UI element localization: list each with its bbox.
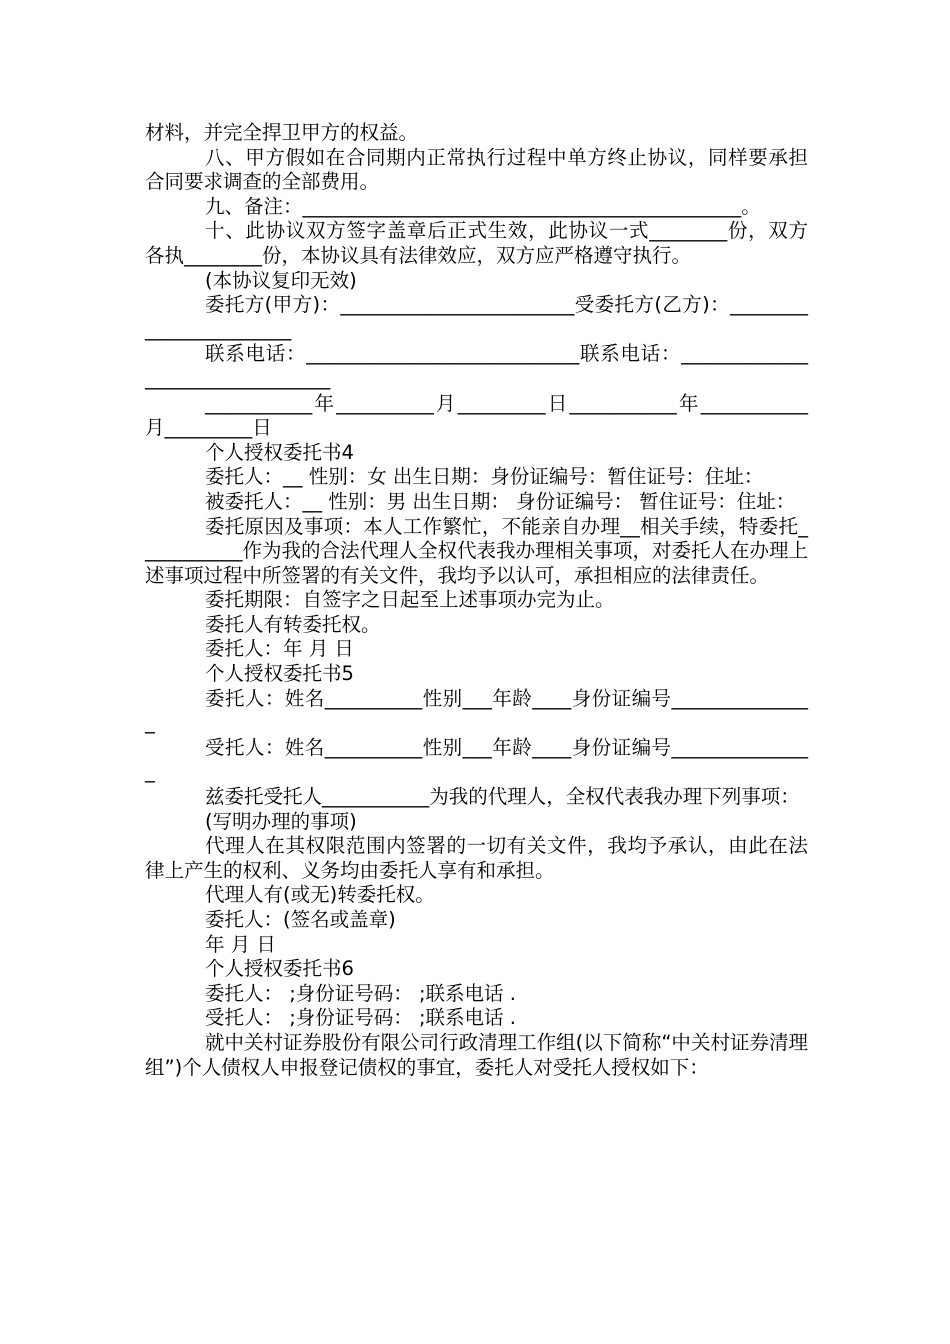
clause-nine-remarks: 九、备注：_____________________________________________。 [205, 194, 761, 218]
date-line: ___________年__________月_________日___________年___________月_________日 [145, 391, 808, 440]
agent-fields: 受托人：姓名__________性别___年龄____身份证编号_______________ [145, 735, 808, 784]
principal-info: 委托人：__ 性别：女 出生日期：身份证编号：暂住证号：住址： [205, 465, 764, 489]
clause-ten: 十、此协议双方签字盖章后正式生效，此协议一式________份，双方各执________份，本协议具有法律效应，双方应严格遵守执行。 [145, 219, 808, 267]
sub-delegation-right: 委托人有转委托权。 [205, 612, 381, 636]
contact-phone-line: 联系电话：____________________________联系电话：________________________________ [145, 342, 808, 390]
agent-authority-statement: 代理人在其权限范围内签署的一切有关文件，我均予承认，由此在法律上产生的权利、义务均由委托人享有和承担。 [145, 834, 808, 882]
section-title-6: 个人授权委托书6 [205, 957, 354, 981]
principal-date-line: 委托人：年 月 日 [205, 637, 354, 661]
document-body [145, 121, 808, 1080]
creditor-registration-statement: 就中关村证券股份有限公司行政清理工作组(以下简称“中关村证券清理组”)个人债权人申报登记债权的事宜，委托人对受托人授权如下： [145, 1030, 808, 1079]
principal-fields: 委托人：姓名__________性别___年龄____身份证编号_______________ [145, 686, 808, 735]
sub-delegation-option: 代理人有(或无)转委托权。 [205, 883, 435, 907]
paragraph-continuation: 材料，并完全捍卫甲方的权益。 [145, 121, 419, 144]
parties-signature-line: 委托方(甲方)：________________________受委托方(乙方)：_______________________ [145, 293, 808, 341]
term-of-authorization: 委托期限：自签字之日起至上述事项办完为止。 [205, 588, 615, 612]
agent-contact: 受托人： ;身份证号码： ;联系电话 . [205, 1006, 516, 1030]
section-title-5: 个人授权委托书5 [205, 662, 354, 686]
agent-info: 被委托人：__ 性别：男 出生日期： 身份证编号： 暂住证号：住址： [205, 489, 796, 513]
matters-placeholder: (写明办理的事项) [205, 809, 357, 833]
signature-date: 年 月 日 [205, 932, 276, 956]
principal-contact: 委托人： ;身份证号码： ;联系电话 . [205, 981, 516, 1005]
section-title-4: 个人授权委托书4 [205, 440, 354, 464]
principal-signature: 委托人：(签名或盖章) [205, 908, 396, 931]
copy-invalid-note: (本协议复印无效) [205, 268, 357, 292]
clause-eight: 八、甲方假如在合同期内正常执行过程中单方终止协议，同样要承担合同要求调查的全部费用。 [145, 145, 808, 194]
reason-and-matters: 委托原因及事项：本人工作繁忙，不能亲自办理__相关手续，特委托___________作为我的合法代理人全权代表我办理相关事项，对委托人在办理上述事项过程中所签署的有关文件，我均予以认可，承担相应的法律责任。 [145, 514, 809, 587]
delegation-statement: 兹委托受托人___________为我的代理人，全权代表我办理下列事项： [205, 785, 800, 809]
